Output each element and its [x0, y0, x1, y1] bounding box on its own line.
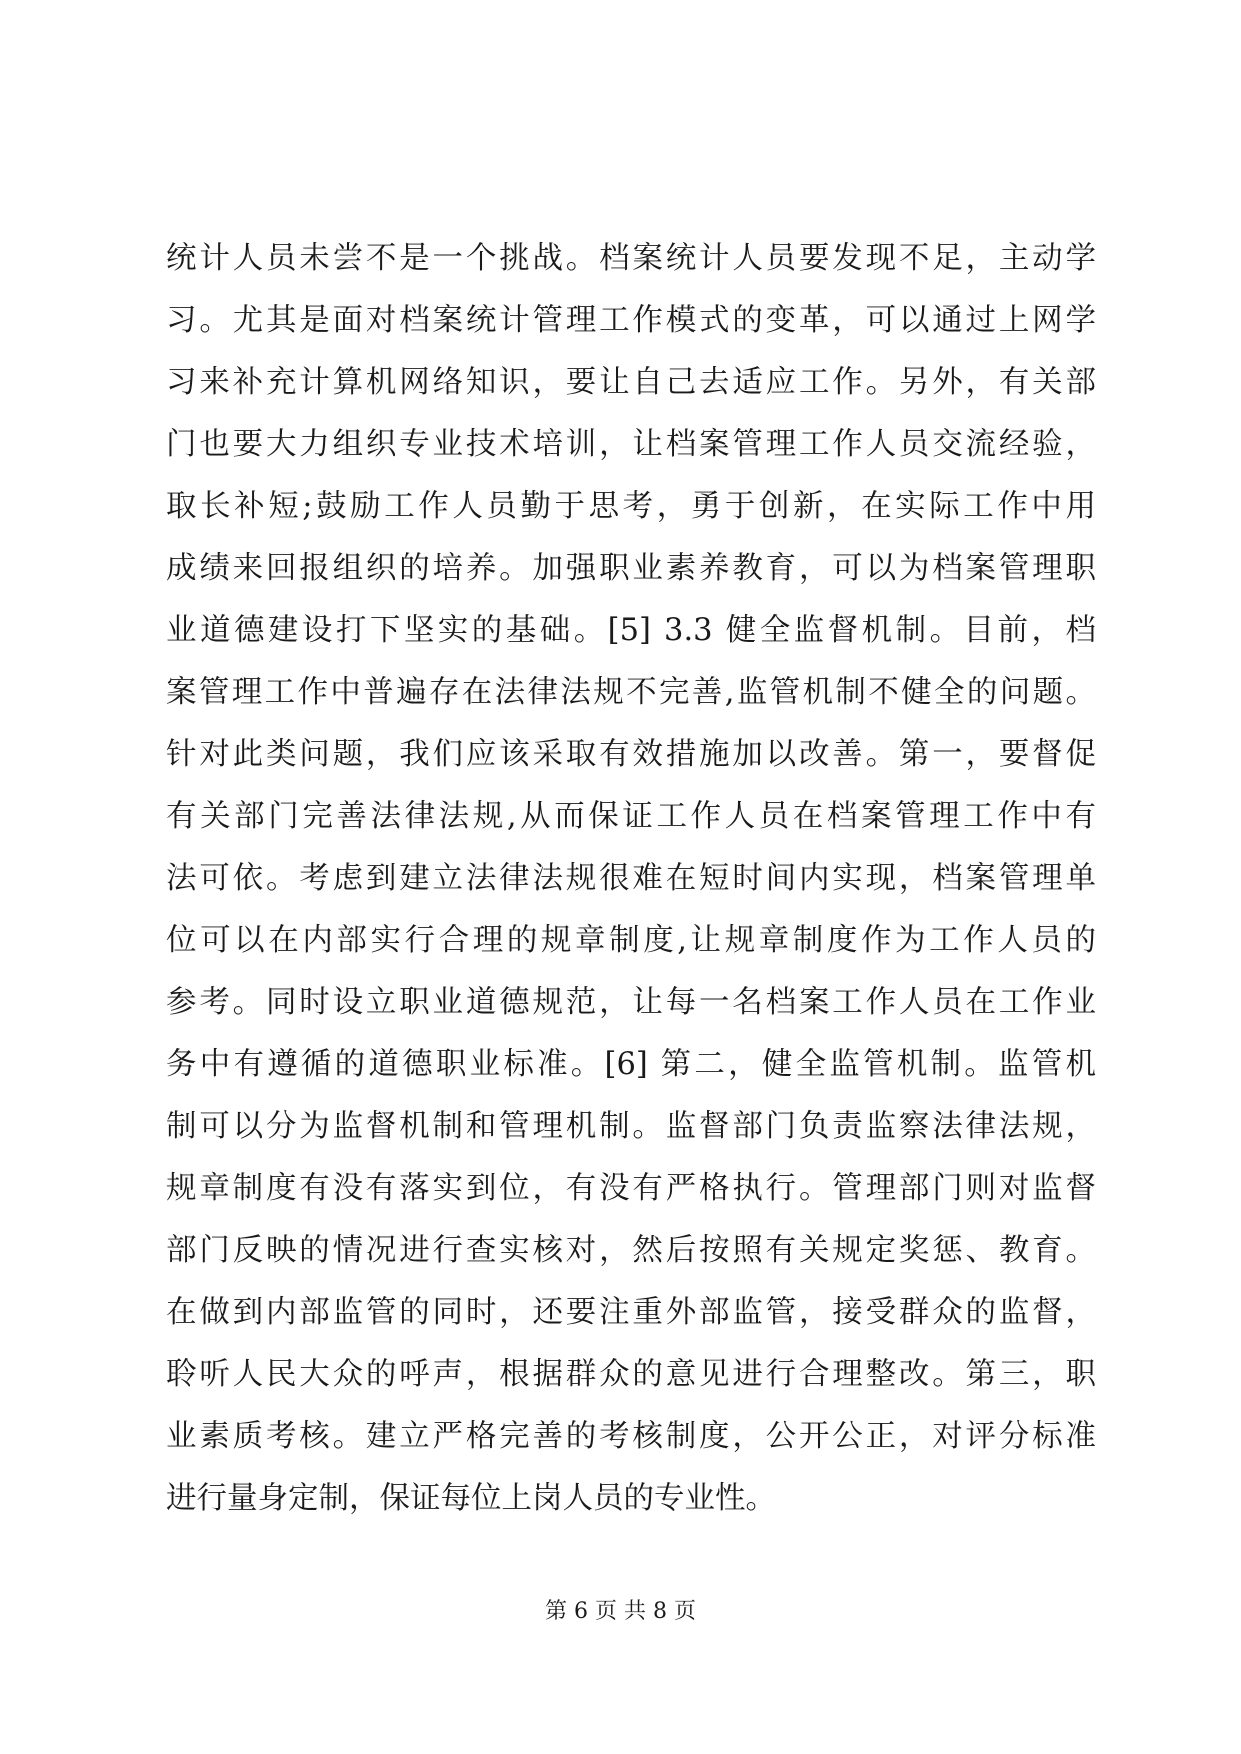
body-paragraph: [166, 228, 1096, 1530]
text-line: 务中有遵循的道德职业标准。[6] 第二，健全监管机制。监管机: [166, 1047, 1096, 1082]
text-line: 制可以分为监督机制和管理机制。监督部门负责监察法律法规，: [166, 1109, 1096, 1144]
text-line: 位可以在内部实行合理的规章制度,让规章制度作为工作人员的: [166, 923, 1096, 958]
text-line: 针对此类问题，我们应该采取有效措施加以改善。第一，要督促: [166, 737, 1096, 772]
text-line: 门也要大力组织专业技术培训，让档案管理工作人员交流经验，: [166, 427, 1096, 462]
text-line: 在做到内部监管的同时，还要注重外部监管，接受群众的监督，: [166, 1295, 1096, 1330]
text-line: 聆听人民大众的呼声，根据群众的意见进行合理整改。第三，职: [166, 1357, 1096, 1392]
text-line: 法可依。考虑到建立法律法规很难在短时间内实现，档案管理单: [166, 861, 1096, 896]
text-line: 有关部门完善法律法规,从而保证工作人员在档案管理工作中有: [166, 799, 1096, 834]
text-line: 业素质考核。建立严格完善的考核制度，公开公正，对评分标准: [166, 1419, 1096, 1454]
text-line: 规章制度有没有落实到位，有没有严格执行。管理部门则对监督: [166, 1171, 1096, 1206]
text-line: 习。尤其是面对档案统计管理工作模式的变革，可以通过上网学: [166, 303, 1096, 338]
text-line: 参考。同时设立职业道德规范，让每一名档案工作人员在工作业: [166, 985, 1096, 1020]
text-line: 业道德建设打下坚实的基础。[5] 3.3 健全监督机制。目前，档: [166, 613, 1096, 648]
text-line: 统计人员未尝不是一个挑战。档案统计人员要发现不足，主动学: [166, 241, 1096, 276]
text-line: 进行量身定制，保证每位上岗人员的专业性。: [166, 1481, 776, 1516]
page-number-footer: 第 6 页 共 8 页: [545, 1599, 696, 1624]
text-line: 部门反映的情况进行查实核对，然后按照有关规定奖惩、教育。: [166, 1233, 1096, 1268]
text-line: 取长补短;鼓励工作人员勤于思考，勇于创新，在实际工作中用: [166, 489, 1096, 524]
text-line: 习来补充计算机网络知识，要让自己去适应工作。另外，有关部: [166, 365, 1096, 400]
text-line: 成绩来回报组织的培养。加强职业素养教育，可以为档案管理职: [166, 551, 1096, 586]
text-line: 案管理工作中普遍存在法律法规不完善,监管机制不健全的问题。: [166, 675, 1096, 710]
